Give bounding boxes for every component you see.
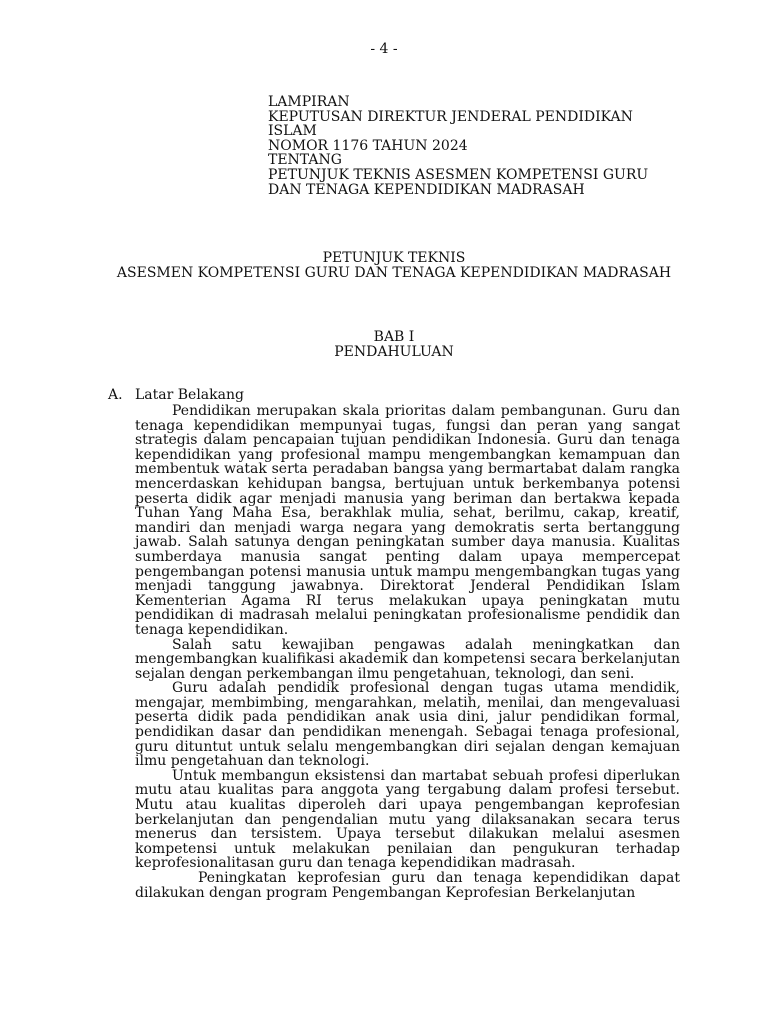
chapter-name: PENDAHULUAN bbox=[334, 343, 454, 360]
section-body bbox=[135, 404, 680, 900]
document-title-line-2: ASESMEN KOMPETENSI GURU DAN TENAGA KEPENDIDIKAN MADRASAH bbox=[116, 264, 672, 281]
lampiran-line: LAMPIRAN bbox=[268, 94, 350, 110]
body-paragraph: Salah satu kewajiban pengawas adalah meningkatkan dan mengembangkan kualifikasi akademik dan kompetensi secara berkelanjutan sejalan dengan perkembangan ilmu pengetahuan, teknologi, dan seni. bbox=[135, 636, 680, 682]
lampiran-line: DAN TENAGA KEPENDIDIKAN MADRASAH bbox=[268, 181, 585, 198]
section-title: Latar Belakang bbox=[135, 387, 244, 403]
chapter-heading bbox=[0, 330, 768, 359]
chapter-number: BAB I bbox=[373, 329, 415, 345]
body-paragraph: Untuk membangun eksistensi dan martabat sebuah profesi diperlukan mutu atau kualitas para anggota yang tergabung dalam profesi tersebut. Mutu atau kualitas diperoleh dari upaya pengembangan keprofesian berkelanjutan dan pengendalian mutu yang dilaksanakan secara terus menerus dan tersistem. Upaya tersebut dilakukan melalui asesmen kompetensi untuk melakukan penilaian dan pengukuran terhadap keprofesionalitasan guru dan tenaga kependidikan madrasah. bbox=[135, 767, 680, 872]
page-number: - 4 - bbox=[370, 41, 398, 57]
body-paragraph: Pendidikan merupakan skala prioritas dalam pembangunan. Guru dan tenaga kependidikan mempunyai tugas, fungsi dan peran yang sangat strategis dalam pencapaian tujuan pendidikan Indonesia. Guru dan tenaga kependidikan yang profesional mampu mengembangkan kemampuan dan membentuk watak serta peradaban bangsa yang bermartabat dalam rangka mencerdaskan kehidupan bangsa, bertujuan untuk berkembanya potensi peserta didik agar menjadi manusia yang beriman dan bertakwa kepada Tuhan Yang Maha Esa, berakhlak mulia, sehat, berilmu, cakap, kreatif, mandiri dan menjadi warga negara yang demokratis serta bertanggung jawab. Salah satunya dengan peningkatan sumber daya manusia. Kualitas sumberdaya manusia sangat penting dalam upaya mempercepat pengembangan potensi manusia untuk mampu mengembangkan tugas yang menjadi tanggung jawabnya. Direktorat Jenderal Pendidikan Islam Kementerian Agama RI terus melakukan upaya peningkatan mutu pendidikan di madrasah melalui peningkatan profesionalisme pendidik dan tenaga kependidikan. bbox=[135, 403, 680, 638]
lampiran-line: PETUNJUK TEKNIS ASESMEN KOMPETENSI GURU bbox=[268, 166, 649, 183]
lampiran-header bbox=[268, 95, 708, 197]
section-heading bbox=[108, 388, 244, 403]
lampiran-line: NOMOR 1176 TAHUN 2024 bbox=[268, 137, 468, 154]
lampiran-line: ISLAM bbox=[268, 123, 317, 140]
body-paragraph: Guru adalah pendidik profesional dengan tugas utama mendidik, mengajar, membimbing, mengarahkan, melatih, menilai, dan mengevaluasi peserta didik pada pendidikan anak usia dini, jalur pendidikan formal, pendidikan dasar dan pendidikan menengah. Sebagai tenaga profesional, guru dituntut untuk selalu mengembangkan diri sejalan dengan kemajuan ilmu pengetahuan dan teknologi. bbox=[135, 680, 680, 770]
document-title bbox=[0, 251, 768, 280]
lampiran-line: TENTANG bbox=[268, 152, 342, 169]
body-paragraph: Peningkatan keprofesian guru dan tenaga kependidikan dapat dilakukan dengan program Pengembangan Keprofesian Berkelanjutan bbox=[135, 870, 680, 901]
lampiran-line: KEPUTUSAN DIREKTUR JENDERAL PENDIDIKAN bbox=[268, 108, 633, 125]
section-letter: A. bbox=[108, 387, 123, 403]
document-title-line-1: PETUNJUK TEKNIS bbox=[322, 250, 466, 266]
